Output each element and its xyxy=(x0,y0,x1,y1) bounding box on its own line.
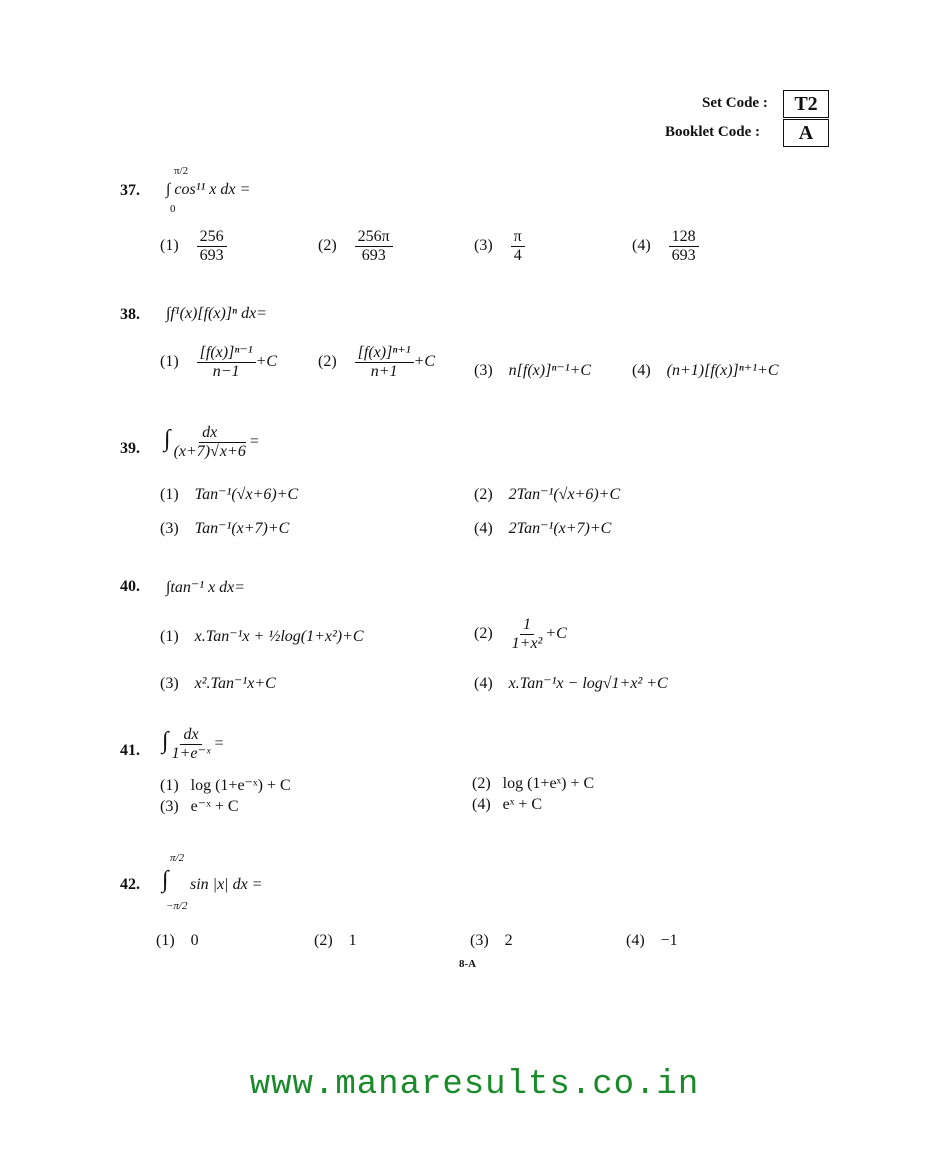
option-4: (4) eˣ + C xyxy=(472,796,543,813)
option-4: (4) (n+1)[f(x)]ⁿ⁺¹+C xyxy=(632,362,779,379)
option-4: (4) −1 xyxy=(626,932,678,949)
question-prompt: ∫f¹(x)[f(x)]ⁿ dx= xyxy=(166,305,267,322)
option-2: (2) $\frac{\text{[f(x)]ⁿ⁺¹}}{n+1}$ +C xyxy=(318,344,436,380)
set-code-label: Set Code : xyxy=(702,95,768,111)
option-2: (2) 2Tan⁻¹(√x+6)+C xyxy=(474,486,621,503)
booklet-code-label: Booklet Code : xyxy=(665,124,760,140)
question-number: 37. xyxy=(120,182,140,199)
footer-url[interactable]: www.manaresults.co.in xyxy=(249,1066,700,1104)
page-number: 8-A xyxy=(459,958,477,970)
question-number: 40. xyxy=(120,578,140,595)
option-3: (3) x².Tan⁻¹x+C xyxy=(160,675,276,692)
question-prompt: ∫tan⁻¹ x dx= xyxy=(166,579,246,596)
option-4: (4) x.Tan⁻¹x − log√1+x² +C xyxy=(474,675,668,692)
option-1: (1) x.Tan⁻¹x + ½log(1+x²)+C xyxy=(160,628,364,645)
option-3: (3) $\frac{\pi}{4}$ xyxy=(474,228,525,264)
booklet-code-value: A xyxy=(783,119,829,147)
set-code-value: T2 xyxy=(783,90,829,118)
option-3: (3) e⁻ˣ + C xyxy=(160,798,239,815)
question-number: 39. xyxy=(120,440,140,457)
question-prompt: ∫ $\frac{dx}{\text{1+e⁻ˣ}}$ = xyxy=(162,726,225,762)
question-prompt: π/2 ∫ −π/2 sin |x| dx = xyxy=(162,852,263,912)
question-number: 41. xyxy=(120,742,140,759)
option-3: (3) 2 xyxy=(470,932,513,949)
option-1: (1) $\frac{256}{693}$ xyxy=(160,228,227,264)
option-1: (1) 0 xyxy=(156,932,199,949)
option-4: (4) $\frac{128}{693}$ xyxy=(632,228,699,264)
option-4: (4) 2Tan⁻¹(x+7)+C xyxy=(474,520,612,537)
question-number: 38. xyxy=(120,306,140,323)
option-1: (1) Tan⁻¹(√x+6)+C xyxy=(160,486,299,503)
option-3: (3) Tan⁻¹(x+7)+C xyxy=(160,520,290,537)
option-2: (2) $\frac{1}{\text{1+x²}}$ +C xyxy=(474,616,567,652)
option-2: (2) log (1+eˣ) + C xyxy=(472,775,595,792)
option-1: (1) $\frac{\text{[f(x)]ⁿ⁻¹}}{n-1}$ +C xyxy=(160,344,278,380)
question-number: 42. xyxy=(120,876,140,893)
option-3: (3) n[f(x)]ⁿ⁻¹+C xyxy=(474,362,592,379)
question-prompt: ∫ $\frac{dx}{(x+7)√x+6}$ = xyxy=(164,424,260,460)
option-2: (2) $\frac{256\pi}{693}$ xyxy=(318,228,393,264)
option-1: (1) log (1+e⁻ˣ) + C xyxy=(160,777,291,794)
option-2: (2) 1 xyxy=(314,932,357,949)
